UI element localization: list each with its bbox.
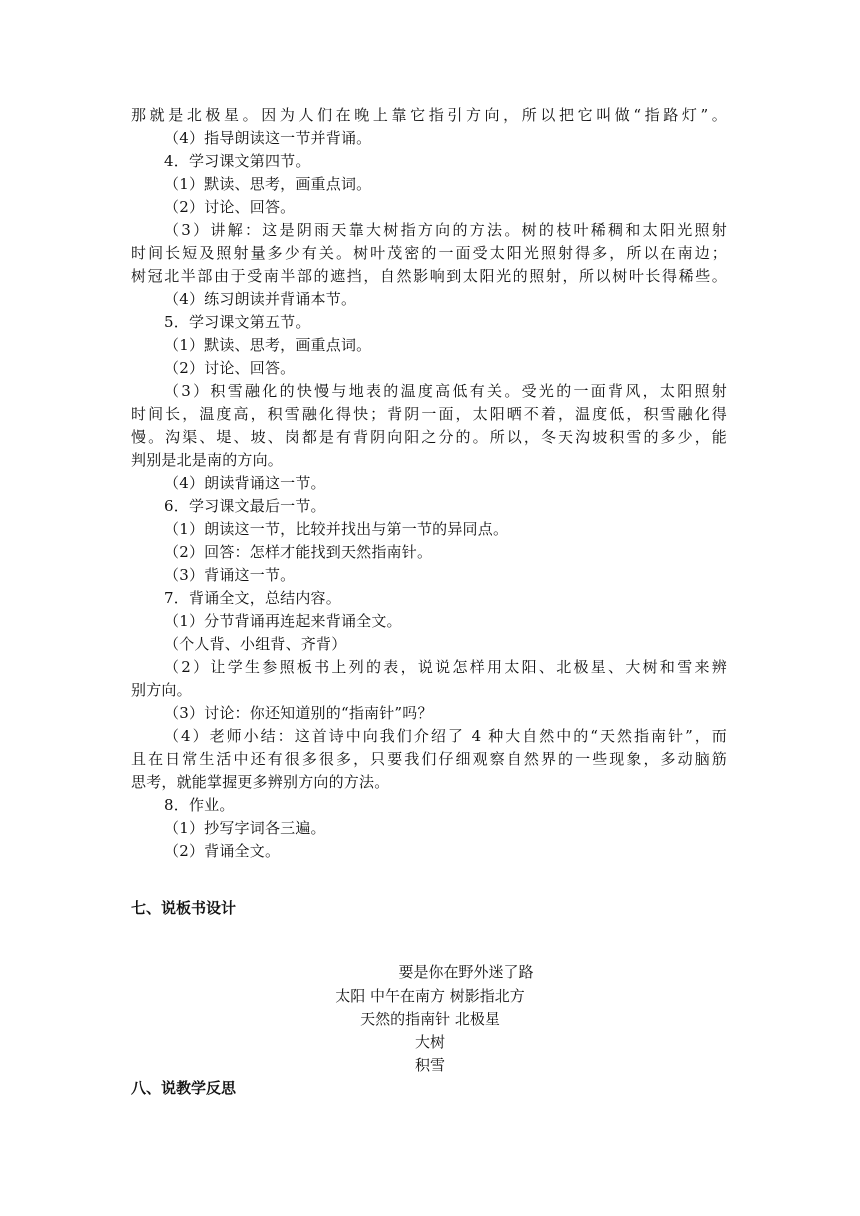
body-line: 那就是北极星。因为人们在晚上靠它指引方向，所以把它叫做“指路灯”。 bbox=[131, 106, 727, 124]
body-line: 6．学习课文最后一节。 bbox=[164, 497, 326, 515]
board-line: 天然的指南针 北极星 bbox=[360, 1010, 500, 1028]
board-line: 积雪 bbox=[414, 1056, 445, 1074]
body-line: 慢。沟渠、堤、坡、岗都是有背阴向阳之分的。所以，冬天沟坡积雪的多少，能 bbox=[131, 428, 727, 446]
body-line: 时间长，温度高，积雪融化得快；背阴一面，太阳晒不着，温度低，积雪融化得 bbox=[131, 405, 727, 423]
body-line: 5．学习课文第五节。 bbox=[164, 313, 311, 331]
board-line: 要是你在野外迷了路 bbox=[398, 963, 534, 981]
body-line: （1）朗读这一节，比较并找出与第一节的异同点。 bbox=[164, 520, 509, 538]
body-line: （1）默读、思考，画重点词。 bbox=[164, 175, 372, 193]
body-line: （3）讲解：这是阴雨天靠大树指方向的方法。树的枝叶稀稠和太阳光照射 bbox=[164, 221, 727, 239]
body-line: （4）朗读背诵这一节。 bbox=[164, 474, 326, 492]
body-line: 树冠北半部由于受南半部的遮挡，自然影响到太阳光的照射，所以树叶长得稀些。 bbox=[131, 267, 727, 285]
body-line: （1）抄写字词各三遍。 bbox=[164, 819, 326, 837]
body-line: （4）练习朗读并背诵本节。 bbox=[164, 290, 357, 308]
body-line: （2）讨论、回答。 bbox=[164, 359, 296, 377]
body-line: （4）老师小结：这首诗中向我们介绍了 4 种大自然中的“天然指南针”，而 bbox=[164, 727, 727, 745]
board-line: 太阳 中午在南方 树影指北方 bbox=[335, 987, 525, 1005]
board-line: 大树 bbox=[414, 1033, 445, 1051]
section-heading: 七、说板书设计 bbox=[131, 899, 237, 917]
body-line: 且在日常生活中还有很多很多，只要我们仔细观察自然界的一些现象，多动脑筋 bbox=[131, 750, 727, 768]
body-line: 4．学习课文第四节。 bbox=[164, 152, 311, 170]
body-line: （3）讨论：你还知道别的“指南针”吗？ bbox=[164, 704, 433, 722]
body-line: 别方向。 bbox=[131, 681, 192, 699]
body-line: 7．背诵全文，总结内容。 bbox=[164, 589, 341, 607]
body-line: 思考，就能掌握更多辨别方向的方法。 bbox=[131, 773, 390, 791]
body-line: （1）分节背诵再连起来背诵全文。 bbox=[164, 612, 402, 630]
body-line: 8．作业。 bbox=[164, 796, 235, 814]
body-line: 时间长短及照射量多少有关。树叶茂密的一面受太阳光照射得多，所以在南边； bbox=[131, 244, 727, 262]
body-line: （3）积雪融化的快慢与地表的温度高低有关。受光的一面背风，太阳照射 bbox=[164, 382, 727, 400]
body-line: 判别是北是南的方向。 bbox=[131, 451, 284, 469]
body-line: （2）让学生参照板书上列的表，说说怎样用太阳、北极星、大树和雪来辨 bbox=[164, 658, 727, 676]
section-heading: 八、说教学反思 bbox=[131, 1079, 237, 1097]
body-line: （个人背、小组背、齐背） bbox=[164, 635, 347, 653]
body-line: （2）讨论、回答。 bbox=[164, 198, 296, 216]
body-line: （2）回答：怎样才能找到天然指南针。 bbox=[164, 543, 433, 561]
body-line: （1）默读、思考，画重点词。 bbox=[164, 336, 372, 354]
body-line: （2）背诵全文。 bbox=[164, 842, 281, 860]
body-line: （3）背诵这一节。 bbox=[164, 566, 296, 584]
body-line: （4）指导朗读这一节并背诵。 bbox=[164, 129, 372, 147]
